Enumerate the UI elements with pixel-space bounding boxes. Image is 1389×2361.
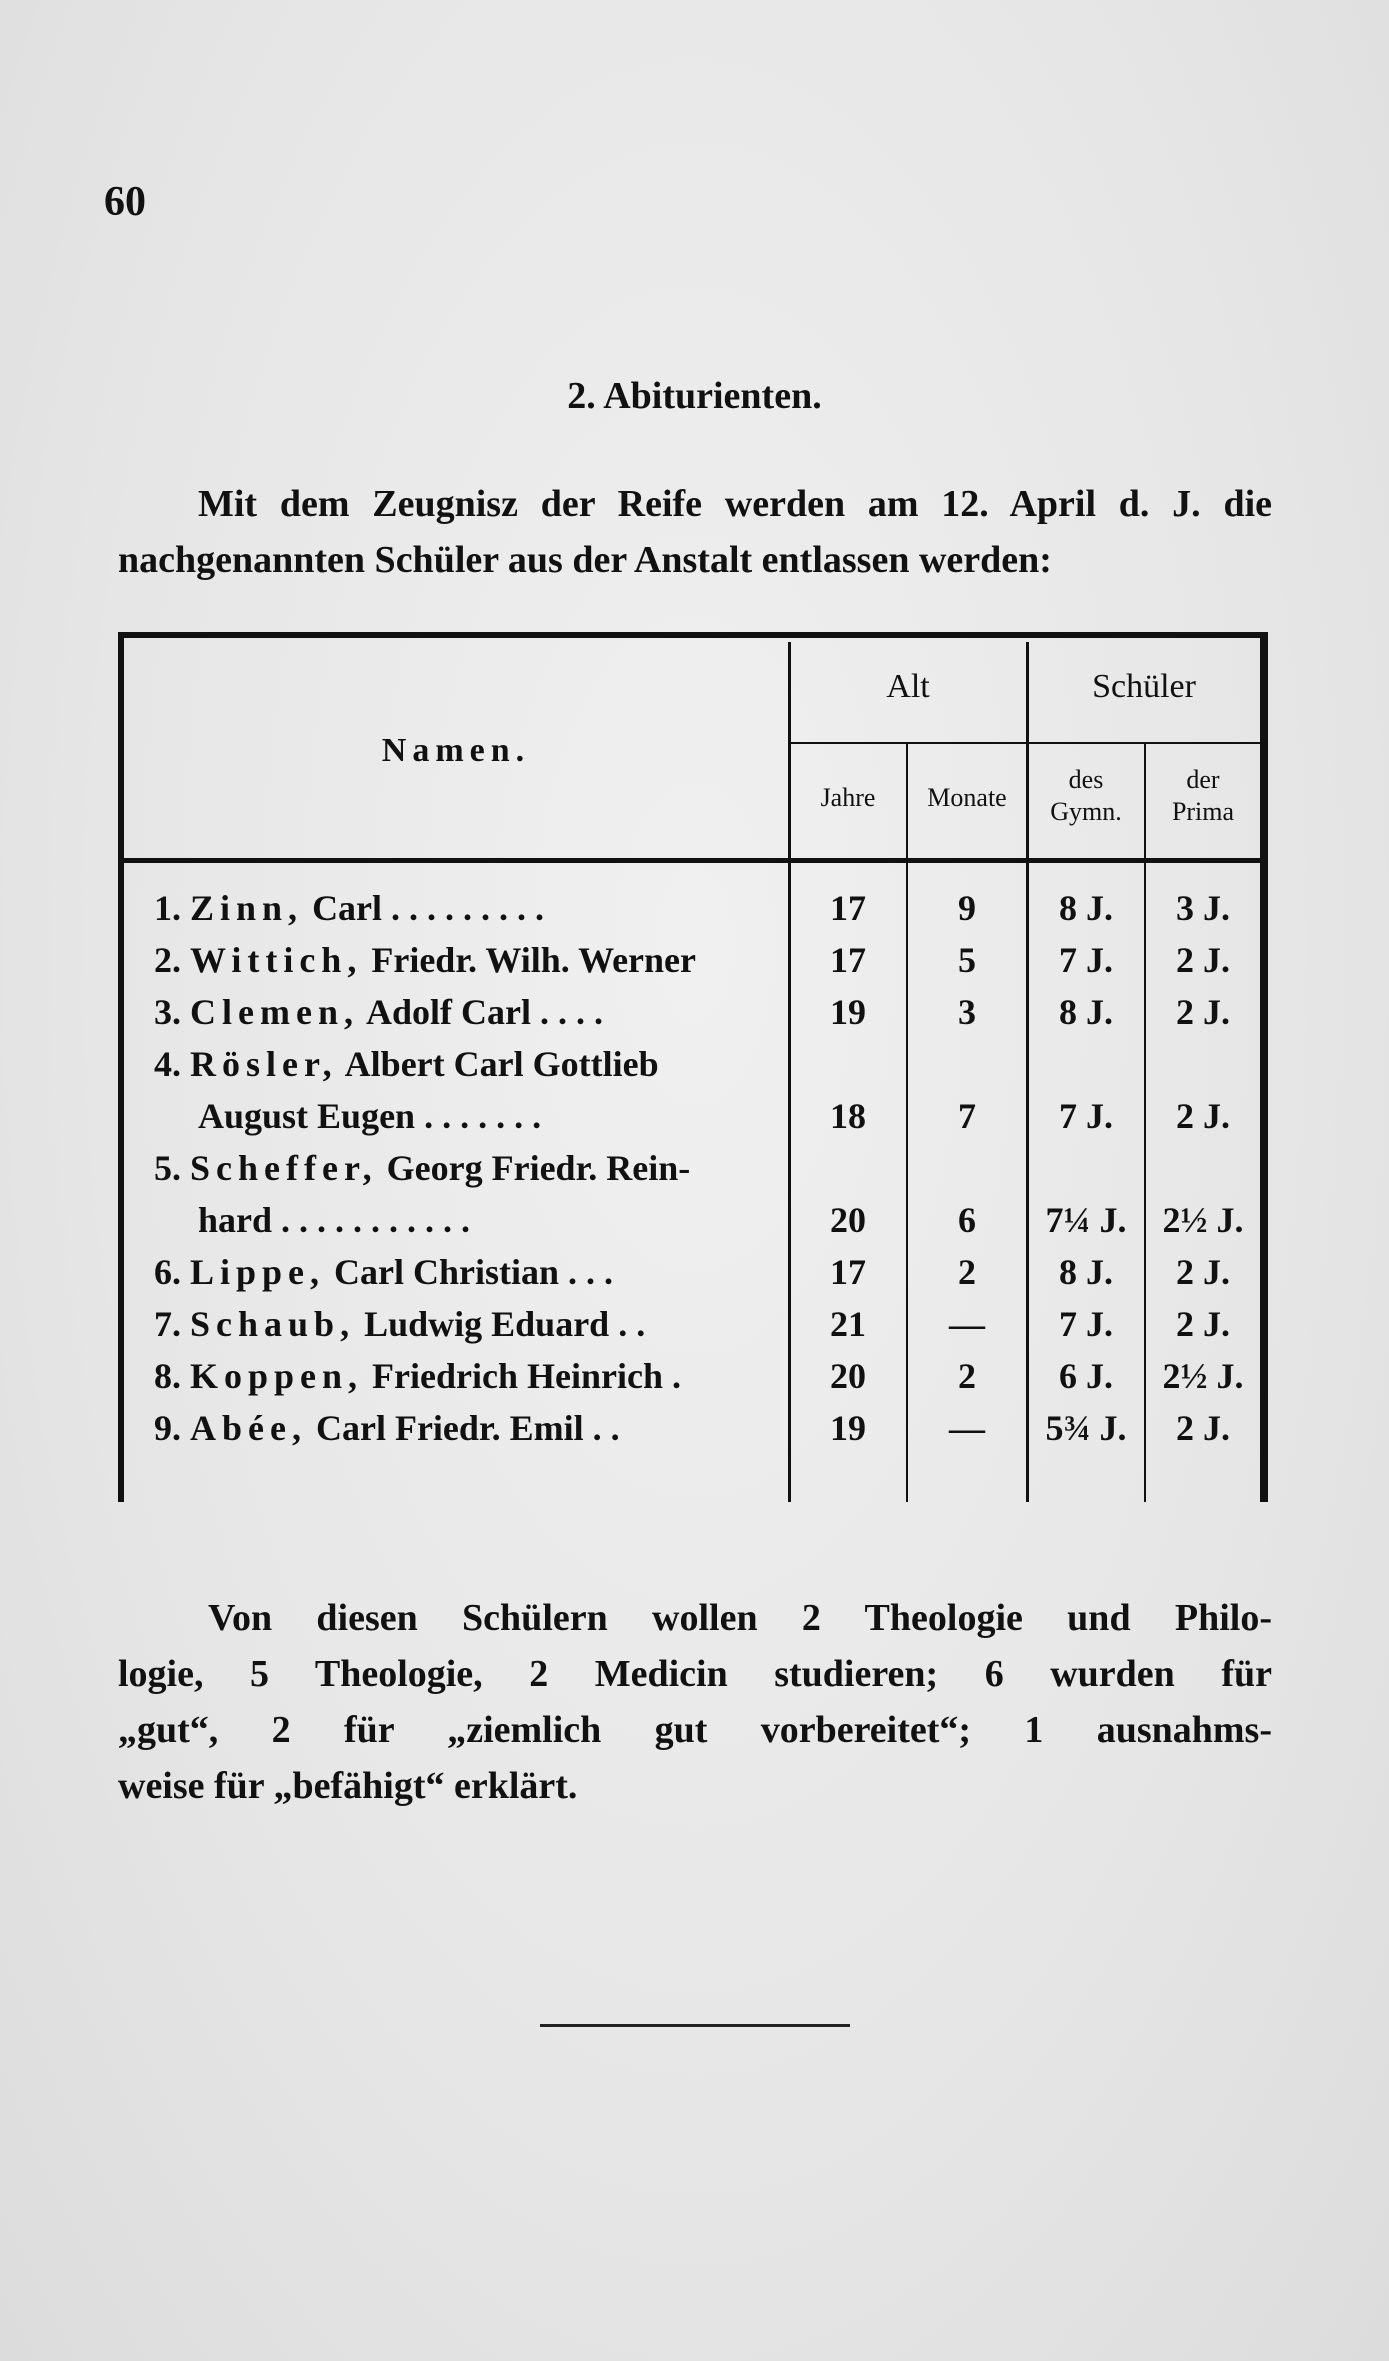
row-number: 2.: [154, 940, 190, 980]
table-row: [118, 986, 1268, 1038]
cell-prima: 3 J.: [1176, 888, 1230, 928]
cell-jahre: 20: [830, 1200, 866, 1240]
cell-gymn: 7 J.: [1059, 1304, 1113, 1344]
page-number: 60: [104, 179, 146, 225]
cell-prima: 2 J.: [1176, 940, 1230, 980]
cell-gymn: 7 J.: [1059, 940, 1113, 980]
given-names: Ludwig Eduard . .: [355, 1304, 646, 1344]
cell-monate: —: [949, 1408, 985, 1448]
surname: Zinn,: [190, 888, 304, 928]
abiturienten-table: [118, 632, 1268, 1502]
outro-line-3: „gut“, 2 für „ziemlich gut vorbereitet“; 1 ausnahms-: [118, 1709, 1272, 1751]
row-number: 1.: [154, 888, 190, 928]
given-names: Georg Friedr. Rein-: [377, 1148, 691, 1188]
table-row: [118, 1350, 1268, 1402]
cell-jahre: 19: [830, 992, 866, 1032]
surname: Koppen,: [190, 1356, 364, 1396]
table-row: [118, 882, 1268, 934]
header-schueler: Schüler: [1092, 668, 1196, 705]
outro-line-1: Von diesen Schülern wollen 2 Theologie und Philo-: [208, 1597, 1272, 1639]
cell-prima: 2½ J.: [1162, 1356, 1244, 1396]
given-names: Carl Christian . . .: [325, 1252, 614, 1292]
row-number: 4.: [154, 1044, 190, 1084]
header-der: der: [1186, 765, 1220, 794]
outro-line-2: logie, 5 Theologie, 2 Medicin studieren; 6 wurden für: [118, 1653, 1272, 1695]
student-name: [154, 1402, 794, 1454]
table-row: [118, 1298, 1268, 1350]
cell-gymn: 7 J.: [1059, 1096, 1113, 1136]
surname: Wittich,: [190, 940, 363, 980]
cell-gymn: 8 J.: [1059, 888, 1113, 928]
row-number: 5.: [154, 1148, 190, 1188]
surname: Abée,: [190, 1408, 307, 1448]
cell-monate: —: [949, 1304, 985, 1344]
surname: Rösler,: [190, 1044, 338, 1084]
table-row: [118, 1246, 1268, 1298]
cell-gymn: 8 J.: [1059, 992, 1113, 1032]
cell-jahre: 17: [830, 940, 866, 980]
intro-line-2: nachgenannten Schüler aus der Anstalt entlassen werden:: [118, 539, 1052, 581]
cell-monate: 6: [958, 1200, 976, 1240]
given-names: Friedrich Heinrich .: [363, 1356, 681, 1396]
header-prima: Prima: [1171, 797, 1235, 826]
row-number: 7.: [154, 1304, 190, 1344]
student-name: [154, 1350, 794, 1402]
table-row: [118, 1402, 1268, 1454]
header-des: des: [1068, 765, 1104, 794]
student-name: [154, 934, 794, 986]
cell-jahre: 17: [830, 888, 866, 928]
cell-prima: 2 J.: [1176, 1096, 1230, 1136]
header-namen: Namen.: [381, 732, 531, 769]
student-name: [154, 986, 794, 1038]
cell-monate: 2: [958, 1356, 976, 1396]
header-des-gymn: [1028, 764, 1144, 828]
header-monate: Monate: [927, 783, 1007, 812]
header-gymn: Gymn.: [1050, 797, 1122, 826]
cell-gymn: 6 J.: [1059, 1356, 1113, 1396]
cell-jahre: 19: [830, 1408, 866, 1448]
surname: Clemen,: [190, 992, 359, 1032]
intro-paragraph: [118, 476, 1272, 588]
cell-prima: 2 J.: [1176, 1252, 1230, 1292]
row-number: 9.: [154, 1408, 190, 1448]
cell-monate: 5: [958, 940, 976, 980]
header-alt: Alt: [886, 668, 930, 705]
given-names: Albert Carl Gottlieb: [337, 1044, 659, 1084]
subheader-rule: [790, 742, 1260, 744]
student-name: [154, 882, 794, 934]
name-continuation: hard . . . . . . . . . . .: [198, 1200, 471, 1240]
closing-rule: [540, 2024, 850, 2027]
given-names: Carl . . . . . . . . .: [303, 888, 545, 928]
header-der-prima: [1146, 764, 1260, 828]
surname: Lippe,: [190, 1252, 326, 1292]
header-jahre: Jahre: [820, 783, 876, 812]
cell-gymn: 7¼ J.: [1045, 1200, 1127, 1240]
cell-monate: 2: [958, 1252, 976, 1292]
outro-paragraph: [118, 1590, 1272, 1814]
cell-jahre: 18: [830, 1096, 866, 1136]
student-name: [154, 1038, 794, 1142]
surname: Schaub,: [190, 1304, 356, 1344]
table-row: [118, 934, 1268, 986]
table-row: [118, 1142, 1268, 1246]
table-top-rule: [118, 632, 1268, 638]
cell-jahre: 17: [830, 1252, 866, 1292]
outro-line-4: weise für „befähigt“ erklärt.: [118, 1765, 578, 1807]
cell-prima: 2 J.: [1176, 992, 1230, 1032]
row-number: 6.: [154, 1252, 190, 1292]
student-name: [154, 1142, 794, 1246]
student-name: [154, 1298, 794, 1350]
table-row: [118, 1038, 1268, 1142]
cell-gymn: 5¾ J.: [1045, 1408, 1127, 1448]
section-title: 2. Abiturienten.: [567, 375, 822, 417]
cell-prima: 2½ J.: [1162, 1200, 1244, 1240]
table-header-rule: [118, 858, 1268, 863]
cell-monate: 3: [958, 992, 976, 1032]
cell-monate: 7: [958, 1096, 976, 1136]
intro-line-1: Mit dem Zeugnisz der Reife werden am 12. April d. J. die: [198, 483, 1272, 525]
given-names: Friedr. Wilh. Werner: [362, 940, 697, 980]
cell-jahre: 20: [830, 1356, 866, 1396]
student-name: [154, 1246, 794, 1298]
row-number: 3.: [154, 992, 190, 1032]
name-continuation: August Eugen . . . . . . .: [198, 1096, 542, 1136]
row-number: 8.: [154, 1356, 190, 1396]
surname: Scheffer,: [190, 1148, 378, 1188]
cell-prima: 2 J.: [1176, 1408, 1230, 1448]
cell-prima: 2 J.: [1176, 1304, 1230, 1344]
cell-gymn: 8 J.: [1059, 1252, 1113, 1292]
given-names: Carl Friedr. Emil . .: [306, 1408, 620, 1448]
given-names: Adolf Carl . . . .: [358, 992, 603, 1032]
cell-monate: 9: [958, 888, 976, 928]
cell-jahre: 21: [830, 1304, 866, 1344]
